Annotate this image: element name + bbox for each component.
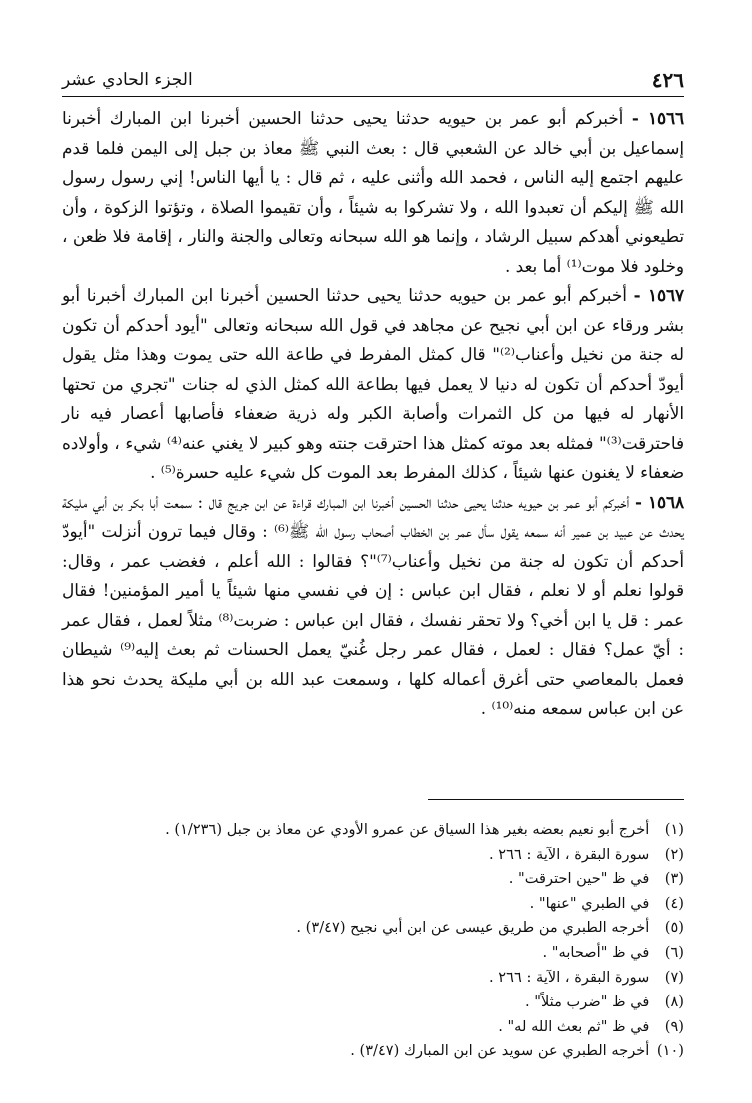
footnote-number: (١٠) [656, 1042, 684, 1060]
footnote-text: في ظ "حين احترقت" . [508, 870, 650, 888]
hadith-text: أخبركم أبو عمر بن حيويه حدثنا يحيى حدثنا الحسين أخبرنا ابن المبارك أخبرنا إسماعيل بن أبي خالد عن الشعبي قال : بعث النبي ﷺ معاذ بن جبل إلى اليمن فلما قدم عليهم اجتمع إليه الناس ، فحمد الله وأثنى عليه ، ثم قال : يا أيها الناس! إني رسول رسول الله ﷺ إليكم أن تعبدوا الله ، ولا تشركوا به شيئاً ، وأن تقيموا الصلاة ، وتؤتوا الزكوة ، وأن تطيعوني أهدكم سبيل الرشاد ، وإنما هو الله سبحانه وتعالى والجنة والنار ، إقامة فلا ظعن ، وخلود فلا موت⁽¹⁾ أما بعد . [62, 108, 684, 276]
footnote [62, 966, 684, 991]
main-text [62, 104, 684, 724]
footnote [62, 867, 684, 892]
footnote-text: أخرجه الطبري عن سويد عن ابن المبارك (٣/٤٧) . [350, 1042, 650, 1060]
footnotes [62, 818, 684, 1064]
footnote [62, 843, 684, 868]
hadith-1566 [62, 104, 684, 281]
footnote-number: (١) [664, 821, 684, 838]
footnote-separator [428, 799, 684, 800]
hadith-text: أخبركم أبو عمر بن حيويه حدثنا يحيى حدثنا الحسين أخبرنا ابن المبارك أخبرنا أبو بشر ورقاء عن ابن أبي نجيح عن مجاهد في قول الله سبحانه وتعالى "أيود أحدكم أن تكون له جنة من نخيل وأعناب⁽²⁾" قال كمثل المفرط في طاعة الله حتى يموت وهذا مثل يقول أيودّ أحدكم أن تكون له دنيا لا يعمل فيها بطاعة الله كمثل الذي له جنات "تجري من تحتها الأنهار له فيها من كل الثمرات وأصابة الكبر وله ذرية ضعفاء فأصابها أعصار فيه نار فاحترقت⁽³⁾" فمثله بعد موته كمثل هذا احترقت جنته وهو كبير لا يغني عنه⁽⁴⁾ شيء ، وأولاده ضعفاء لا يغنون عنها شيئاً ، كذلك المفرط بعد الموت كل شيء عليه حسرة⁽⁵⁾ . [62, 285, 685, 482]
hadith-1567 [62, 281, 684, 488]
footnote-text: أخرجه الطبري من طريق عيسى عن ابن أبي نجيح (٣/٤٧) . [296, 919, 650, 937]
footnote-text: أخرج أبو نعيم بعضه بغير هذا السياق عن عمرو الأودي عن معاذ بن جبل (١/٢٣٦) . [165, 821, 650, 838]
volume-title: الجزء الحادي عشر [62, 70, 193, 90]
running-header [62, 66, 684, 97]
footnote [62, 1039, 684, 1064]
footnote-number: (٥) [664, 919, 684, 937]
hadith-number: ١٥٦٨ - [634, 491, 684, 512]
footnote [62, 1015, 684, 1040]
footnote [62, 818, 684, 843]
hadith-1568 [62, 488, 684, 724]
footnote-number: (٦) [664, 943, 684, 961]
hadith-text: أخبركم أبو عمر بن حيويه حدثنا يحيى حدثنا الحسين أخبرنا ابن المبارك قراءة عن ابن جريج قال : سمعت أبا بكر بن أبي مليكة يحدث عن عبيد بن عمير أنه سمعه يقول سأل عمر بن الخطاب أصحاب رسول الله ﷺ⁽⁶⁾ : وقال فيما ترون أنزلت "أيودّ أحدكم أن تكون له جنة من نخيل وأعناب⁽⁷⁾"؟ فقالوا : الله أعلم ، فغضب عمر ، وقال: قولوا نعلم أو لا نعلم ، فقال ابن عباس : إن في نفسي منها شيئاً يا أمير المؤمنين! فقال عمر : قل يا ابن أخي؟ ولا تحقر نفسك ، فقال ابن عباس : ضربت⁽⁸⁾ مثلاً لعمل ، فقال عمر : أيّ عمل؟ فقال : لعمل ، فقال عمر رجل غُنيّ يعمل الحسنات ثم بعث إليه⁽⁹⁾ شيطان فعمل بالمعاصي حتى أغرق أعماله كلها ، وسمعت عبد الله بن أبي مليكة يحدث نحو هذا عن ابن عباس سمعه منه⁽¹⁰⁾ . [62, 491, 685, 718]
footnote-text: في الطبري "عنها" . [529, 894, 650, 912]
footnote-number: (٢) [664, 845, 684, 863]
footnote-text: في ظ "ضرب مثلاً" . [524, 993, 650, 1011]
footnote [62, 990, 684, 1015]
footnote-number: (٧) [664, 968, 684, 986]
footnote-number: (٣) [664, 870, 684, 888]
hadith-number: ١٥٦٧ - [633, 285, 684, 305]
page-number: ٤٢٦ [651, 68, 684, 92]
footnote [62, 916, 684, 941]
footnote [62, 941, 684, 966]
footnote [62, 892, 684, 917]
footnote-text: سورة البقرة ، الآية : ٢٦٦ . [489, 968, 650, 986]
footnote-number: (٨) [664, 993, 684, 1011]
footnote-number: (٩) [664, 1017, 684, 1035]
footnote-text: سورة البقرة ، الآية : ٢٦٦ . [489, 845, 650, 863]
footnote-number: (٤) [664, 894, 684, 912]
footnote-text: في ظ "أصحابه" . [542, 943, 650, 961]
hadith-number: ١٥٦٦ - [631, 108, 685, 128]
footnote-text: في ظ "ثم بعث الله له" . [498, 1017, 650, 1035]
